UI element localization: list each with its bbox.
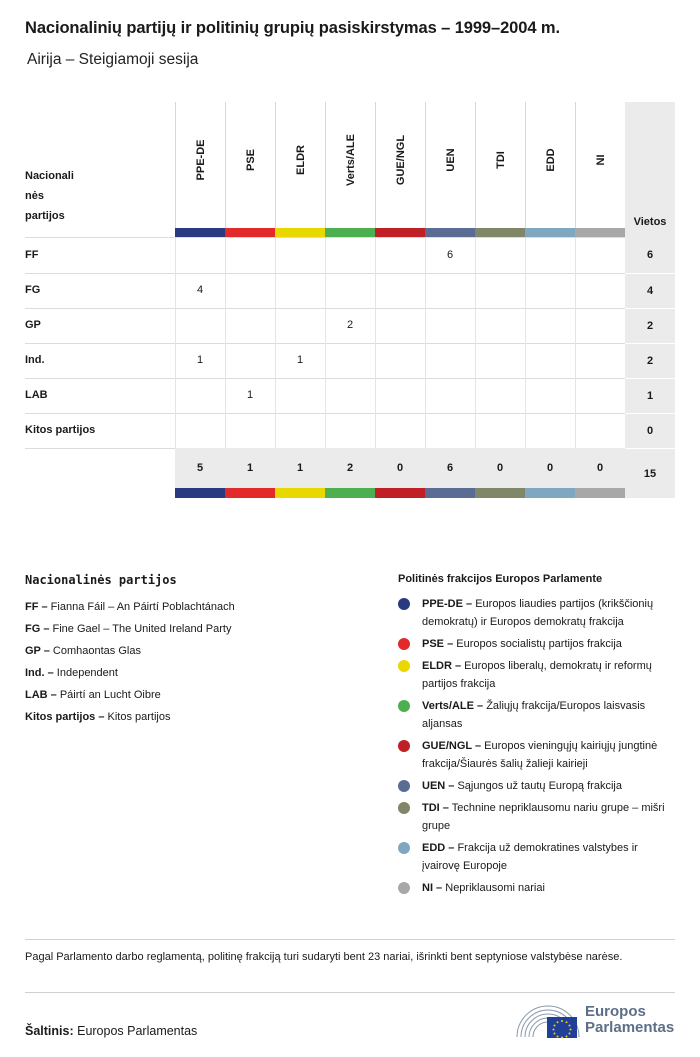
- group-color-dot: [398, 802, 410, 814]
- group-column-header: [375, 102, 425, 228]
- group-legend-item: [398, 839, 678, 875]
- group-total-cell: 1: [296, 462, 304, 474]
- group-description: Europos vieningųjų kairiųjų jungtinė frakcija/Šiaurės šalių žalieji kairieji: [422, 740, 658, 770]
- party-abbr: LAB –: [25, 689, 57, 701]
- group-description: Sąjungos už tautų Europą frakcija: [454, 780, 622, 792]
- group-description: Europos socialistų partijos frakcija: [453, 638, 622, 650]
- group-description: Žaliųjų frakcija/Europos laisvasis aljansas: [422, 700, 646, 730]
- column-divider: [325, 238, 326, 448]
- group-total-cell: 0: [546, 462, 554, 474]
- group-name: PPE-DE: [194, 139, 207, 181]
- divider: [25, 939, 675, 940]
- party-abbr: FF –: [25, 601, 48, 613]
- table-header: [25, 102, 675, 238]
- seat-total-cell: 4: [625, 273, 675, 308]
- group-legend-item: [398, 595, 678, 631]
- source-value: Europos Parlamentas: [77, 1024, 198, 1038]
- party-legend-item: [25, 662, 365, 684]
- party-label: Kitos partijos: [25, 424, 96, 436]
- party-label: FG: [25, 284, 41, 296]
- page-subtitle: Airija – Steigiamoji sesija: [27, 51, 199, 68]
- seat-cell: 1: [296, 354, 304, 366]
- group-color-dot: [398, 638, 410, 650]
- group-color-dot: [398, 598, 410, 610]
- seat-cell: 1: [246, 389, 254, 401]
- group-legend-item: [398, 737, 678, 773]
- party-abbr: Kitos partijos –: [25, 711, 105, 723]
- group-column-header: [275, 102, 325, 228]
- logo-line-1: Europos: [585, 1003, 646, 1020]
- column-divider: [275, 238, 276, 448]
- group-color-bar: [375, 488, 425, 498]
- political-groups-legend-title: Politinės frakcijos Europos Parlamente: [398, 573, 603, 585]
- group-name: GUE/NGL: [394, 134, 407, 186]
- group-legend-item: [398, 635, 678, 653]
- column-divider: [575, 238, 576, 448]
- group-color-dot: [398, 780, 410, 792]
- divider: [25, 992, 675, 993]
- party-abbr: GP –: [25, 645, 50, 657]
- group-description: Europos liaudies partijos (krikščionių demokratų) ir Europos demokratų frakcija: [422, 598, 654, 628]
- source-label: Šaltinis:: [25, 1024, 74, 1038]
- group-description: Technine nepriklausomu nariu grupe – mišri grupe: [422, 802, 665, 832]
- seats-header: [625, 102, 675, 238]
- party-full-name: Páirtí an Lucht Oibre: [56, 689, 161, 701]
- group-name: NI: [594, 154, 607, 166]
- group-total-cell: 0: [596, 462, 604, 474]
- party-label: LAB: [25, 389, 48, 401]
- grand-total-cell: 15: [625, 448, 675, 498]
- group-total-cell: 1: [246, 462, 254, 474]
- group-legend-item: [398, 879, 678, 897]
- group-column-header: [425, 102, 475, 228]
- seat-cell: 1: [196, 354, 204, 366]
- row-header-word: nės: [25, 190, 44, 202]
- footnote: Pagal Parlamento darbo reglamentą, politinę frakciją turi sudaryti bent 23 nariai, išrinkti bent septyniose valstybėse narėse.: [25, 951, 623, 963]
- column-divider: [225, 238, 226, 448]
- ep-logo: [515, 1003, 680, 1039]
- group-legend-item: [398, 777, 678, 795]
- group-description: Frakcija už demokratines valstybes ir įvairovę Europoje: [422, 842, 638, 872]
- group-description: Europos liberalų, demokratų ir reformų partijos frakcija: [422, 660, 652, 690]
- group-legend-item: [398, 799, 678, 835]
- party-abbr: Ind. –: [25, 667, 54, 679]
- group-name: Verts/ALE: [344, 134, 357, 186]
- group-abbr: TDI –: [422, 802, 449, 814]
- group-total-cell: 0: [396, 462, 404, 474]
- group-color-dot: [398, 660, 410, 672]
- row-header-word: partijos: [25, 210, 65, 222]
- group-legend-item: [398, 697, 678, 733]
- seat-cell: 4: [196, 284, 204, 296]
- seat-total-cell: 1: [625, 378, 675, 413]
- group-name: TDI: [494, 151, 507, 169]
- group-legend-item: [398, 657, 678, 693]
- group-total-cell: 5: [196, 462, 204, 474]
- group-name: EDD: [544, 148, 557, 172]
- group-total-cell: 2: [346, 462, 354, 474]
- logo-line-2: Parlamentas: [585, 1019, 675, 1036]
- group-column-header: [225, 102, 275, 228]
- page-title: Nacionalinių partijų ir politinių grupių pasiskirstymas – 1999–2004 m.: [25, 19, 560, 37]
- party-label: FF: [25, 249, 39, 261]
- party-full-name: Independent: [53, 667, 118, 679]
- group-column-header: [475, 102, 525, 228]
- column-divider: [175, 238, 176, 448]
- national-parties-legend-title: Nacionalinės partijos: [25, 573, 177, 587]
- party-legend-item: [25, 706, 365, 728]
- group-color-dot: [398, 700, 410, 712]
- column-divider: [425, 238, 426, 448]
- hemicycle-logo-icon: [515, 1003, 581, 1039]
- party-full-name: Kitos partijos: [104, 711, 171, 723]
- column-divider: [475, 238, 476, 448]
- group-color-bar: [175, 488, 225, 498]
- seat-total-cell: 0: [625, 413, 675, 448]
- group-abbr: PPE-DE –: [422, 598, 473, 610]
- party-label: GP: [25, 319, 41, 331]
- group-abbr: NI –: [422, 882, 443, 894]
- group-name: PSE: [244, 148, 257, 172]
- group-abbr: EDD –: [422, 842, 455, 854]
- seat-total-cell: 6: [625, 238, 675, 273]
- group-color-bar: [525, 488, 575, 498]
- seat-total-cell: 2: [625, 343, 675, 378]
- party-legend-item: [25, 618, 365, 640]
- group-column-header: [575, 102, 625, 228]
- seats-header-label: Vietos: [633, 216, 667, 228]
- source-line: [25, 1024, 197, 1038]
- seat-cell: 2: [346, 319, 354, 331]
- party-legend-item: [25, 684, 365, 706]
- group-color-bar: [425, 488, 475, 498]
- national-parties-legend: [25, 573, 365, 728]
- party-full-name: Fine Gael – The United Ireland Party: [49, 623, 232, 635]
- column-divider: [525, 238, 526, 448]
- seat-cell: 6: [446, 249, 454, 261]
- group-abbr: GUE/NGL –: [422, 740, 482, 752]
- group-abbr: PSE –: [422, 638, 454, 650]
- column-divider: [375, 238, 376, 448]
- party-legend-item: [25, 640, 365, 662]
- group-color-bar: [225, 488, 275, 498]
- group-color-dot: [398, 740, 410, 752]
- party-abbr: FG –: [25, 623, 50, 635]
- party-label: Ind.: [25, 354, 45, 366]
- group-name: UEN: [444, 148, 457, 172]
- row-header-label: [25, 166, 95, 226]
- row-header-word: Nacionali: [25, 170, 74, 182]
- group-description: Nepriklausomi nariai: [442, 882, 545, 894]
- group-color-bar: [475, 488, 525, 498]
- group-abbr: ELDR –: [422, 660, 462, 672]
- group-total-cell: 0: [496, 462, 504, 474]
- party-full-name: Fianna Fáil – An Páirtí Poblachtánach: [47, 601, 235, 613]
- political-groups-legend: [398, 573, 678, 901]
- group-name: ELDR: [294, 145, 307, 175]
- group-abbr: UEN –: [422, 780, 455, 792]
- group-total-cell: 6: [446, 462, 454, 474]
- logo-text: [585, 1004, 674, 1036]
- group-color-bar: [325, 488, 375, 498]
- group-abbr: Verts/ALE –: [422, 700, 484, 712]
- group-column-header: [175, 102, 225, 228]
- group-color-bar: [275, 488, 325, 498]
- party-full-name: Comhaontas Glas: [49, 645, 141, 657]
- group-column-header: [325, 102, 375, 228]
- group-color-bar: [575, 488, 625, 498]
- group-color-dot: [398, 842, 410, 854]
- group-column-header: [525, 102, 575, 228]
- party-legend-item: [25, 596, 365, 618]
- group-color-dot: [398, 882, 410, 894]
- seat-total-cell: 2: [625, 308, 675, 343]
